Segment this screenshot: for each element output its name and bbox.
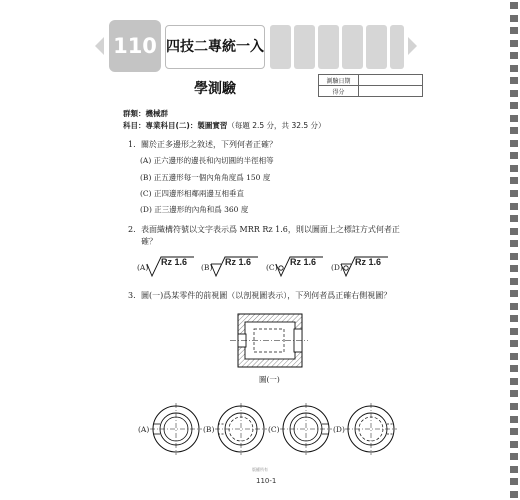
page-number: 110-1 bbox=[256, 477, 277, 485]
question-3-option-b-view[interactable] bbox=[213, 401, 269, 457]
score-field[interactable] bbox=[359, 86, 423, 97]
subject-label: 科目： bbox=[123, 121, 146, 130]
question-3-option-c-letter[interactable]: (C) bbox=[268, 425, 280, 434]
question-1-option-d[interactable]: (D) 正三邊形的內角和爲 360 度 bbox=[140, 205, 249, 214]
question-3-option-a-letter[interactable]: (A) bbox=[138, 425, 150, 434]
question-3-option-a-view[interactable] bbox=[148, 401, 204, 457]
option-letter: (C) bbox=[266, 263, 278, 272]
question-number: 3. bbox=[128, 291, 136, 300]
symbol-value: Rz 1.6 bbox=[161, 257, 188, 267]
question-2-stem bbox=[128, 224, 400, 248]
test-date-label: 測驗日期 bbox=[319, 75, 359, 86]
score-table bbox=[318, 74, 423, 97]
subject-note: （每題 2.5 分，共 32.5 分） bbox=[227, 121, 326, 130]
question-1-option-a[interactable]: (A) 正六邊形的邊長和內切圓的半徑相等 bbox=[140, 156, 274, 165]
question-1-option-c[interactable]: (C) 正四邊形相鄰兩邊互相垂直 bbox=[140, 189, 244, 198]
symbol-value: Rz 1.6 bbox=[290, 257, 317, 267]
symbol-value: Rz 1.6 bbox=[225, 257, 252, 267]
question-1-option-b[interactable]: (B) 正五邊形每一個內角角度爲 150 度 bbox=[140, 173, 271, 182]
group-line bbox=[123, 108, 168, 119]
question-text-continued: 確？ bbox=[141, 237, 157, 246]
question-3-option-b-letter[interactable]: (B) bbox=[203, 425, 215, 434]
footer-copyright: 版權所有 bbox=[252, 467, 268, 472]
question-3-option-d-view[interactable] bbox=[343, 401, 399, 457]
question-1-stem bbox=[128, 139, 277, 151]
test-date-field[interactable] bbox=[359, 75, 423, 86]
question-number: 1. bbox=[128, 140, 136, 149]
question-2-option-c[interactable] bbox=[266, 256, 328, 278]
question-2-option-b[interactable] bbox=[201, 256, 263, 278]
subject-value: 專業科目(二)：製圖實習 bbox=[145, 121, 228, 130]
score-label: 得分 bbox=[319, 86, 359, 97]
question-3-option-d-letter[interactable]: (D) bbox=[333, 425, 345, 434]
figure-1-caption: 圖(一) bbox=[259, 375, 280, 384]
subject-line bbox=[123, 120, 326, 131]
exam-number: 110 bbox=[109, 20, 161, 72]
page-binding-edge bbox=[506, 0, 520, 500]
header-tab bbox=[390, 25, 404, 69]
header-tab bbox=[318, 25, 339, 69]
symbol-value: Rz 1.6 bbox=[355, 257, 382, 267]
header-tab bbox=[270, 25, 291, 69]
header-tab bbox=[294, 25, 315, 69]
group-label: 群類： bbox=[123, 109, 146, 118]
option-letter: (A) bbox=[137, 263, 149, 272]
exam-title: 四技二專統一入學測驗 bbox=[165, 25, 265, 69]
group-value: 機械群 bbox=[145, 109, 168, 118]
right-arrow-icon bbox=[408, 37, 417, 55]
question-number: 2. bbox=[128, 225, 136, 234]
question-text: 表面織構符號以文字表示爲 MRR Rz 1.6，則以圖面上之標註方式何者正 bbox=[141, 225, 400, 234]
option-letter: (D) bbox=[331, 263, 343, 272]
left-arrow-icon bbox=[95, 37, 104, 55]
question-2-option-a[interactable] bbox=[137, 256, 199, 278]
option-letter: (B) bbox=[201, 263, 213, 272]
question-3-stem bbox=[128, 290, 391, 302]
header-tab bbox=[342, 25, 363, 69]
question-3-option-c-view[interactable] bbox=[278, 401, 334, 457]
figure-1-section-view bbox=[228, 311, 310, 371]
header-tab bbox=[366, 25, 387, 69]
question-text: 圖(一)爲某零件的前視圖（以剖視圖表示），下列何者爲正確右側視圖？ bbox=[141, 291, 392, 300]
question-2-option-d[interactable] bbox=[331, 256, 393, 278]
question-text: 關於正多邊形之敘述，下列何者正確？ bbox=[141, 140, 277, 149]
